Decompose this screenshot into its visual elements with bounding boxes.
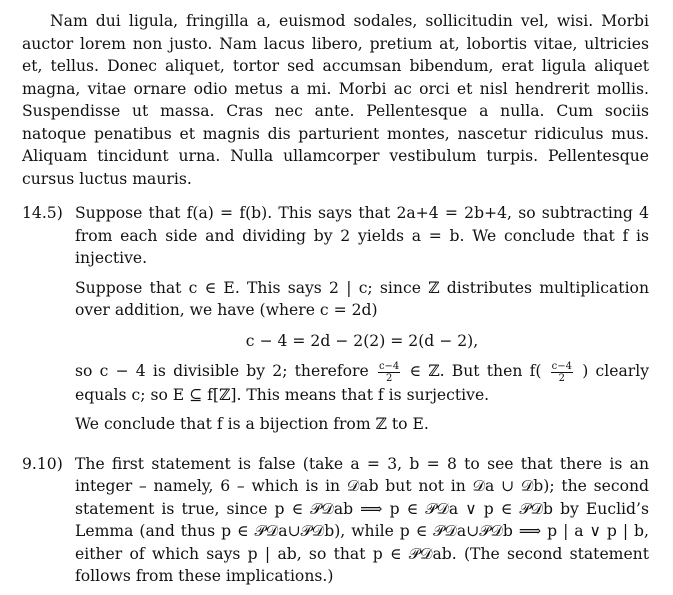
intro-paragraph: Nam dui ligula, fringilla a, euismod sodales, sollicitudin vel, wisi. Morbi auctor lorem non justo. Nam lacus libero, pretium at, lobortis vitae, ultricies et, tellus. Donec aliquet, tortor sed accumsan bibendum, erat ligula aliquet magna, vitae ornare odio metus a mi. Morbi ac orci et nisl hendrerit mollis. Suspendisse ut massa. Cras nec ante. Pellentesque a nulla. Cum sociis natoque penatibus et magnis dis parturient montes, nascetur ridiculus mus. Aliquam tincidunt urna. Nulla ullamcorper vestibulum turpis. Pellentesque cursus luctus mauris. [22,12,649,188]
injectivity-paragraph: Suppose that f(a) = f(b). This says that 2a+4 = 2b+4, so subtracting 4 from each side and dividing by 2 yields a = b. We conclude that f is injective. [75,204,649,267]
argument-numerator: c−4 [551,360,572,372]
divisibility-text-before: so c − 4 is divisible by 2; therefore [75,362,369,380]
statement-analysis-paragraph: The first statement is false (take a = 3, b = 8 to see that there is an integer – namely, 6 – which is in 𝒟ab but not in 𝒟a ∪ 𝒟b); the second statement is true, since p ∈ 𝒫𝒟ab ⟹ p ∈ 𝒫𝒟a ∨ p ∈ 𝒫𝒟b by Euclid’s Lemma (and thus p ∈ 𝒫𝒟a∪𝒫𝒟b), while p ∈ 𝒫𝒟a∪𝒫𝒟b ⟹ p | a ∨ p | b, either of which says p | ab, so that p ∈ 𝒫𝒟ab. (The second statement follows from these implications.) [75,454,649,585]
argument-denominator: 2 [558,372,566,384]
exercise-number: 9.10) [22,454,63,473]
display-equation: c − 4 = 2d − 2(2) = 2(d − 2), [245,331,479,350]
fraction-numerator: c−4 [378,360,400,372]
divisibility-paragraph [75,360,649,406]
divisibility-text-after: ) clearly equals c; so E ⊆ f[ℤ]. This means that f is surjective. [75,362,650,404]
fraction-c-minus-4-over-2 [378,361,400,384]
exercise-content [75,202,649,443]
exercise-content [75,453,649,595]
exercise-9-10 [22,453,649,595]
bijection-conclusion: We conclude that f is a bijection from ℤ to E. [75,415,429,433]
fraction-denominator: 2 [385,372,393,384]
divisibility-text-middle: ∈ ℤ. But then f( [409,362,542,380]
exercise-number: 14.5) [22,204,63,222]
function-argument-fraction [551,361,573,384]
surjectivity-paragraph: Suppose that c ∈ E. This says 2 | c; since ℤ distributes multiplication over addition, we have (where c = 2d) [75,278,649,319]
exercise-14-5 [22,202,649,443]
